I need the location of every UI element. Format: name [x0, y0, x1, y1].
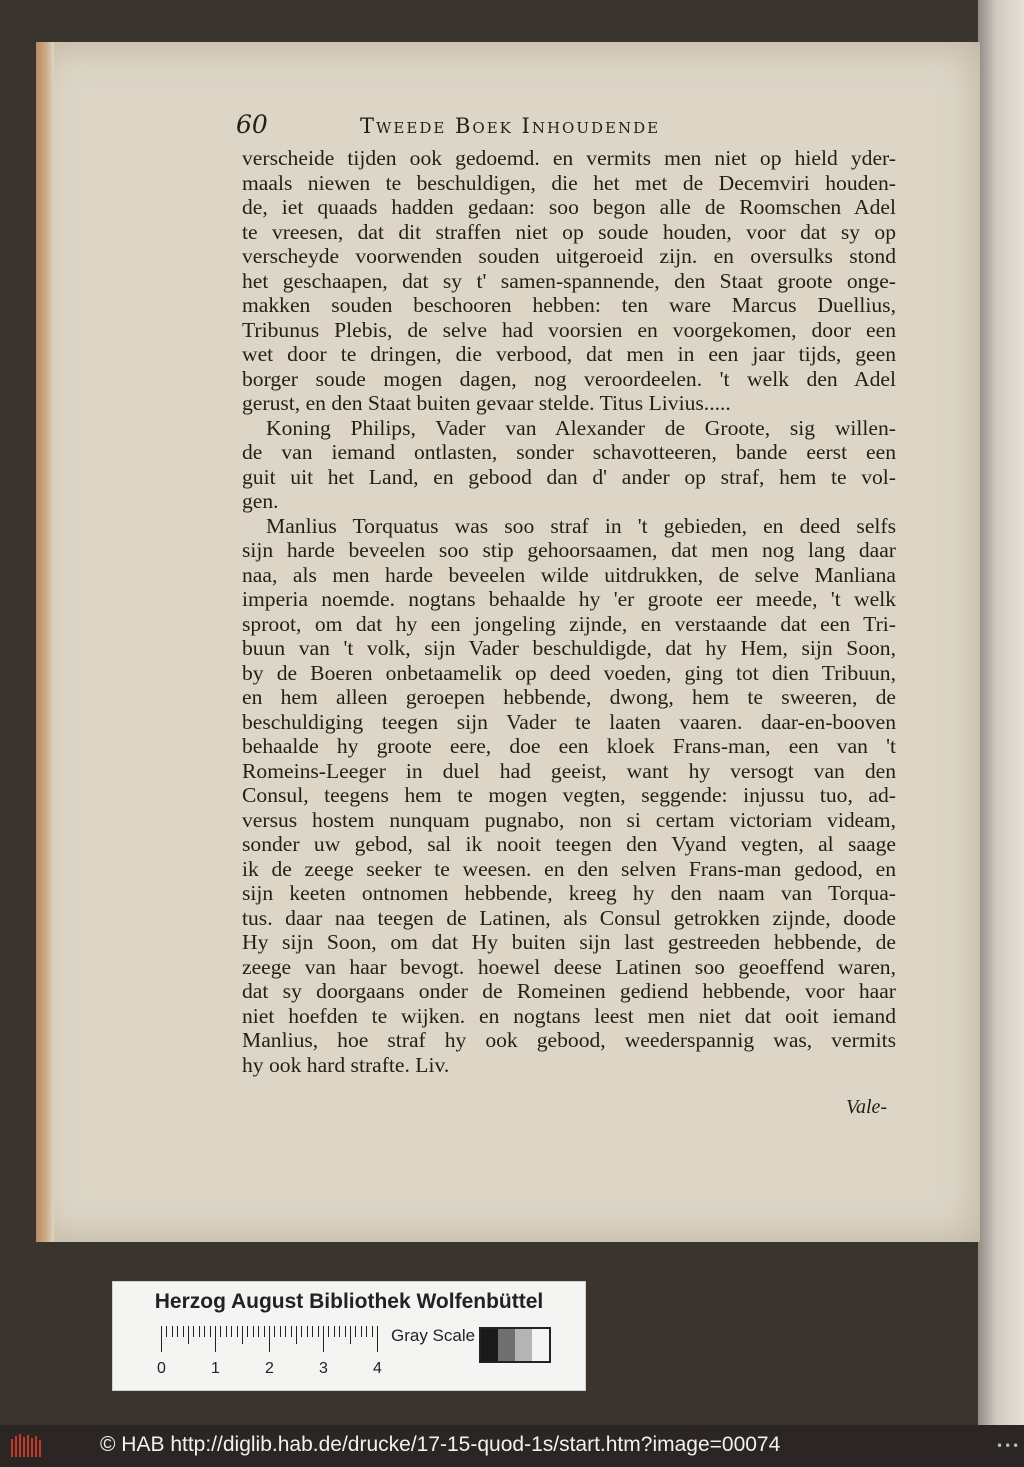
ruler-number: 0 — [157, 1360, 166, 1377]
ruler-number: 1 — [211, 1360, 220, 1377]
ruler-tick — [274, 1326, 275, 1337]
ruler-tick — [350, 1326, 351, 1344]
text-line: ik de zeege seeker te weesen. en den selven Frans-man gedood, en — [242, 856, 896, 881]
ruler-tick — [269, 1326, 270, 1352]
ruler-tick — [361, 1326, 362, 1337]
text-line: sijn keeten ontnomen hebbende, kreeg hy den naam van Torqua- — [242, 881, 896, 905]
ruler-tick — [172, 1326, 173, 1337]
ruler-tick — [345, 1326, 346, 1337]
ruler-tick — [242, 1326, 243, 1344]
ruler-tick — [334, 1326, 335, 1337]
text-line: de van iemand ontlasten, sonder schavotteeren, bande eerst een — [242, 440, 896, 464]
text-line: naa, als men harde beveelen wilde uitdrukken, de selve Manliana — [242, 562, 896, 587]
text-line: sijn harde beveelen soo stip gehoorsaamen, dat men nog lang daar — [242, 538, 896, 562]
ruler-tick — [210, 1326, 211, 1337]
text-line: niet hoefden te wijken. en nogtans leest men niet dat ooit iemand — [242, 1003, 896, 1028]
text-line: gerust, en den Staat buiten gevaar stelde. Titus Livius..... — [242, 391, 731, 415]
text-line: hy ook hard strafte. Liv. — [242, 1052, 450, 1077]
measurement-ruler — [157, 1326, 382, 1377]
text-line: sproot, om dat hy een jongeling zijnde, en verstaande dat een Tri- — [242, 611, 896, 636]
ruler-tick — [328, 1326, 329, 1337]
text-line: Manlius, hoe straf hy ook gebood, weederspannig was, vermits — [242, 1028, 896, 1052]
ruler-tick — [220, 1326, 221, 1337]
page-gutter-edge — [36, 42, 54, 1242]
text-line: makken souden beschooren hebben: ten ware Marcus Duellius, — [242, 293, 896, 317]
text-line: behaalde hy groote eere, doe een kloek Frans-man, een van 't — [242, 734, 896, 758]
text-line: Tribunus Plebis, de selve had voorsien en voorgekomen, door een — [242, 317, 896, 342]
more-dots-icon[interactable]: ••• — [996, 1439, 1021, 1453]
ruler-tick — [199, 1326, 200, 1337]
ruler-tick — [226, 1326, 227, 1337]
text-line: by de Boeren onbetaamelik op deed voeden, ging tot dien Tribuun, — [242, 660, 896, 685]
text-line: verscheide tijden ook gedoemd. en vermits men niet op hield yder- — [242, 146, 896, 170]
text-line: beschuldiging teegen sijn Vader te laaten vaaren. daar-en-booven — [242, 709, 896, 734]
text-line: sonder uw gebod, sal ik nooit teegen den Vyand vegten, al saage — [242, 832, 896, 856]
text-line: Koning Philips, Vader van Alexander de Groote, sig willen- — [266, 415, 896, 440]
page-number: 60 — [236, 110, 268, 139]
ruler-tick — [161, 1326, 162, 1352]
facing-page-edge — [978, 0, 1024, 1425]
gray-swatch — [498, 1329, 515, 1361]
library-name: Herzog August Bibliothek Wolfenbüttel — [154, 1290, 544, 1313]
ruler-number: 4 — [373, 1360, 382, 1377]
viewer-footer-bar — [0, 1425, 1024, 1467]
ruler-tick — [307, 1326, 308, 1337]
text-line: Romeins-Leeger in duel had geeist, want hy versogt van den — [242, 758, 896, 783]
library-label-card — [112, 1281, 586, 1391]
gray-swatch — [515, 1329, 532, 1361]
ruler-tick — [188, 1326, 189, 1344]
running-title: Tweede Boek Inhoudende — [360, 114, 661, 138]
text-line: en hem alleen geroepen hebbende, dwong, hem te sweeren, de — [242, 685, 896, 709]
hab-logo-icon — [10, 1433, 42, 1459]
ruler-number: 3 — [319, 1360, 328, 1377]
ruler-tick — [258, 1326, 259, 1337]
text-line: guit uit het Land, en gebood dan d' ander op straf, hem te vol- — [242, 464, 896, 489]
text-line: wet door te dringen, die verbood, dat men in een jaar tijds, geen — [242, 342, 896, 366]
page-body-text — [242, 146, 896, 1077]
gray-scale-label: Gray Scale — [391, 1326, 476, 1345]
ruler-tick — [355, 1326, 356, 1337]
text-line: dat sy doorgaans onder de Romeinen gediend hebbende, voor haar — [242, 979, 896, 1003]
ruler-tick — [301, 1326, 302, 1337]
text-line: verscheyde voorwenden souden uitgeroeid zijn. en oversulks stond — [242, 244, 896, 268]
gray-scale-swatches — [479, 1327, 551, 1363]
ruler-tick — [237, 1326, 238, 1337]
ruler-tick — [183, 1326, 184, 1337]
text-line: Hy sijn Soon, om dat Hy buiten sijn last gestreeden hebbende, de — [242, 930, 896, 954]
ruler-tick — [231, 1326, 232, 1337]
text-line: borger soude mogen dagen, nog veroordeelen. 't welk den Adel — [242, 366, 896, 391]
text-line: imperia noemde. nogtans behaalde hy 'er groote eer meede, 't welk — [242, 587, 896, 611]
text-line: Manlius Torquatus was soo straf in 't gebieden, en deed selfs — [266, 513, 896, 538]
catchword: Vale- — [846, 1096, 888, 1118]
ruler-tick — [166, 1326, 167, 1337]
ruler-tick — [377, 1326, 378, 1352]
text-line: Consul, teegens hem te mogen vegten, seggende: injussu tuo, ad- — [242, 783, 896, 807]
ruler-tick — [264, 1326, 265, 1337]
ruler-tick — [339, 1326, 340, 1337]
ruler-tick — [318, 1326, 319, 1337]
gray-swatch — [532, 1329, 549, 1361]
text-line: gen. — [242, 489, 279, 513]
gray-swatch — [481, 1329, 498, 1361]
ruler-number: 2 — [265, 1360, 274, 1377]
text-line: zeege van haar bevogt. hoewel deese Latinen soo geoeffend waren, — [242, 954, 896, 979]
ruler-tick — [253, 1326, 254, 1337]
ruler-tick — [215, 1326, 216, 1352]
ruler-tick — [193, 1326, 194, 1337]
ruler-tick — [177, 1326, 178, 1337]
text-line: het geschaapen, dat sy t' samen-spannende, den Staat groote onge- — [242, 268, 896, 293]
text-line: versus hostem nunquam pugnabo, non si certam victoriam videam, — [242, 807, 896, 832]
text-line: te vreesen, dat dit straffen niet op soude houden, voor dat sy op — [242, 219, 896, 244]
text-line: tus. daar naa teegen de Latinen, als Consul getrokken zijnde, doode — [242, 905, 896, 930]
ruler-tick — [291, 1326, 292, 1337]
ruler-tick — [312, 1326, 313, 1337]
text-line: de, iet quaads hadden gedaan: soo begon alle de Roomschen Adel — [242, 195, 896, 219]
ruler-tick — [204, 1326, 205, 1337]
text-line: buun van 't volk, sijn Vader beschuldigde, dat hy Hem, sijn Soon, — [242, 636, 896, 660]
ruler-tick — [247, 1326, 248, 1337]
ruler-tick — [323, 1326, 324, 1352]
ruler-tick — [280, 1326, 281, 1337]
page-header — [236, 110, 886, 144]
text-line: maals niewen te beschuldigen, die het met de Decemviri houden- — [242, 170, 896, 195]
source-url-text[interactable]: © HAB http://diglib.hab.de/drucke/17-15-quod-1s/start.htm?image=00074 — [100, 1433, 781, 1456]
ruler-tick — [296, 1326, 297, 1344]
ruler-tick — [366, 1326, 367, 1337]
ruler-tick — [285, 1326, 286, 1337]
ruler-tick — [372, 1326, 373, 1337]
